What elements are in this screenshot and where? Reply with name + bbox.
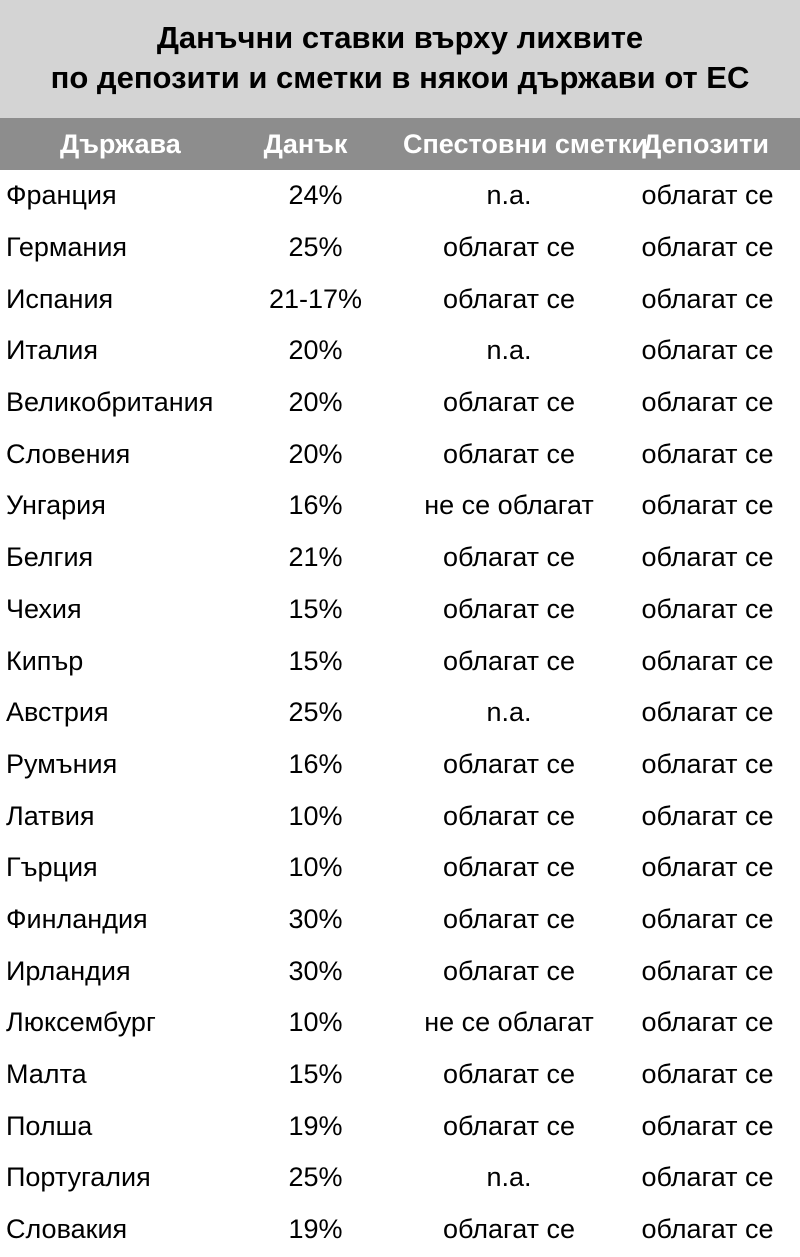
title-line-1: Данъчни ставки върху лихвите: [156, 20, 644, 55]
cell-tax: 30%: [288, 955, 343, 986]
cell-country: Белгия: [6, 542, 94, 573]
cell-country: Словакия: [6, 1214, 128, 1245]
cell-savings-accounts: n.a.: [486, 697, 532, 728]
cell-deposits: облагат се: [641, 1110, 774, 1141]
header-row: [0, 118, 800, 170]
cell-deposits: облагат се: [641, 1007, 774, 1038]
cell-tax: 19%: [288, 1214, 343, 1245]
table-row: [0, 790, 800, 842]
cell-tax: 20%: [288, 438, 343, 469]
table-row: [0, 842, 800, 894]
cell-tax: 16%: [288, 490, 343, 521]
cell-deposits: облагат се: [641, 903, 774, 934]
table-row: [0, 428, 800, 480]
cell-deposits: облагат се: [641, 645, 774, 676]
cell-country: Чехия: [6, 593, 82, 624]
cell-deposits: облагат се: [641, 232, 774, 263]
cell-tax: 25%: [288, 232, 343, 263]
cell-country: Великобритания: [6, 387, 214, 418]
cell-savings-accounts: облагат се: [442, 542, 576, 573]
cell-country: Унгария: [6, 490, 106, 521]
cell-deposits: облагат се: [641, 1162, 774, 1193]
cell-tax: 21-17%: [268, 283, 363, 314]
cell-savings-accounts: облагат се: [442, 438, 576, 469]
cell-deposits: облагат се: [641, 387, 774, 418]
cell-deposits: облагат се: [641, 800, 774, 831]
table-row: [0, 1100, 800, 1152]
table-header: [0, 118, 800, 170]
table-row: [0, 1204, 800, 1256]
title-band: [0, 0, 800, 118]
cell-tax: 15%: [288, 593, 343, 624]
cell-savings-accounts: облагат се: [442, 1214, 576, 1245]
cell-deposits: облагат се: [641, 955, 774, 986]
cell-country: Ирландия: [6, 955, 131, 986]
table-row: [0, 635, 800, 687]
column-header-tax: Данък: [263, 128, 348, 159]
cell-savings-accounts: не се облагат: [424, 490, 594, 521]
cell-savings-accounts: облагат се: [442, 1059, 576, 1090]
table-row: [0, 945, 800, 997]
cell-deposits: облагат се: [641, 1214, 774, 1245]
cell-deposits: облагат се: [641, 283, 774, 314]
cell-deposits: облагат се: [641, 748, 774, 779]
cell-deposits: облагат се: [641, 1059, 774, 1090]
cell-savings-accounts: не се облагат: [424, 1007, 594, 1038]
table-row: [0, 1049, 800, 1101]
cell-savings-accounts: n.a.: [486, 180, 532, 211]
cell-savings-accounts: облагат се: [442, 232, 576, 263]
cell-tax: 30%: [288, 903, 343, 934]
cell-country: Полша: [6, 1110, 93, 1141]
cell-savings-accounts: облагат се: [442, 903, 576, 934]
table-row: [0, 584, 800, 636]
cell-tax: 15%: [288, 645, 343, 676]
table-row: [0, 273, 800, 325]
cell-deposits: облагат се: [641, 542, 774, 573]
cell-savings-accounts: облагат се: [442, 1110, 576, 1141]
table-row: [0, 997, 800, 1049]
cell-tax: 25%: [288, 1162, 343, 1193]
cell-tax: 25%: [288, 697, 343, 728]
cell-deposits: облагат се: [641, 593, 774, 624]
cell-country: Гърция: [6, 852, 98, 883]
cell-country: Кипър: [6, 645, 84, 676]
cell-tax: 15%: [288, 1059, 343, 1090]
cell-country: Португалия: [6, 1162, 151, 1193]
column-header-savings-accounts: Спестовни сметки: [403, 128, 648, 159]
column-header-country: Държава: [60, 128, 181, 159]
title-line-2: по депозити и сметки в някои държави от ЕС: [50, 60, 750, 95]
table-row: [0, 377, 800, 429]
cell-country: Австрия: [6, 697, 109, 728]
table-row: [0, 170, 800, 222]
cell-country: Италия: [6, 335, 98, 366]
table-body: [0, 170, 800, 1255]
cell-deposits: облагат се: [641, 335, 774, 366]
cell-tax: 24%: [288, 180, 343, 211]
cell-country: Испания: [6, 283, 114, 314]
cell-tax: 10%: [288, 1007, 343, 1038]
cell-savings-accounts: облагат се: [442, 283, 576, 314]
cell-tax: 20%: [288, 387, 343, 418]
cell-country: Словения: [6, 438, 131, 469]
cell-country: Финландия: [6, 903, 148, 934]
cell-savings-accounts: облагат се: [442, 593, 576, 624]
cell-country: Малта: [6, 1059, 87, 1090]
cell-country: Франция: [6, 180, 117, 211]
column-header-deposits: Депозити: [642, 128, 769, 159]
table-row: [0, 532, 800, 584]
cell-tax: 21%: [288, 542, 343, 573]
cell-country: Латвия: [6, 800, 95, 831]
tax-rates-table: [0, 118, 800, 1255]
cell-tax: 10%: [288, 800, 343, 831]
cell-tax: 10%: [288, 852, 343, 883]
cell-tax: 20%: [288, 335, 343, 366]
table-row: [0, 687, 800, 739]
table-row: [0, 480, 800, 532]
cell-savings-accounts: облагат се: [442, 645, 576, 676]
cell-country: Румъния: [6, 748, 118, 779]
cell-savings-accounts: облагат се: [442, 955, 576, 986]
table-row: [0, 739, 800, 791]
cell-deposits: облагат се: [641, 180, 774, 211]
cell-country: Люксембург: [6, 1007, 156, 1038]
table-row: [0, 1152, 800, 1204]
table-row: [0, 894, 800, 946]
cell-savings-accounts: облагат се: [442, 387, 576, 418]
cell-savings-accounts: n.a.: [486, 335, 532, 366]
table-row: [0, 325, 800, 377]
cell-tax: 19%: [288, 1110, 343, 1141]
cell-savings-accounts: облагат се: [442, 800, 576, 831]
cell-deposits: облагат се: [641, 438, 774, 469]
cell-tax: 16%: [288, 748, 343, 779]
cell-savings-accounts: облагат се: [442, 852, 576, 883]
cell-deposits: облагат се: [641, 852, 774, 883]
cell-deposits: облагат се: [641, 490, 774, 521]
table-row: [0, 222, 800, 274]
cell-savings-accounts: облагат се: [442, 748, 576, 779]
cell-savings-accounts: n.a.: [486, 1162, 532, 1193]
cell-country: Германия: [6, 232, 128, 263]
cell-deposits: облагат се: [641, 697, 774, 728]
